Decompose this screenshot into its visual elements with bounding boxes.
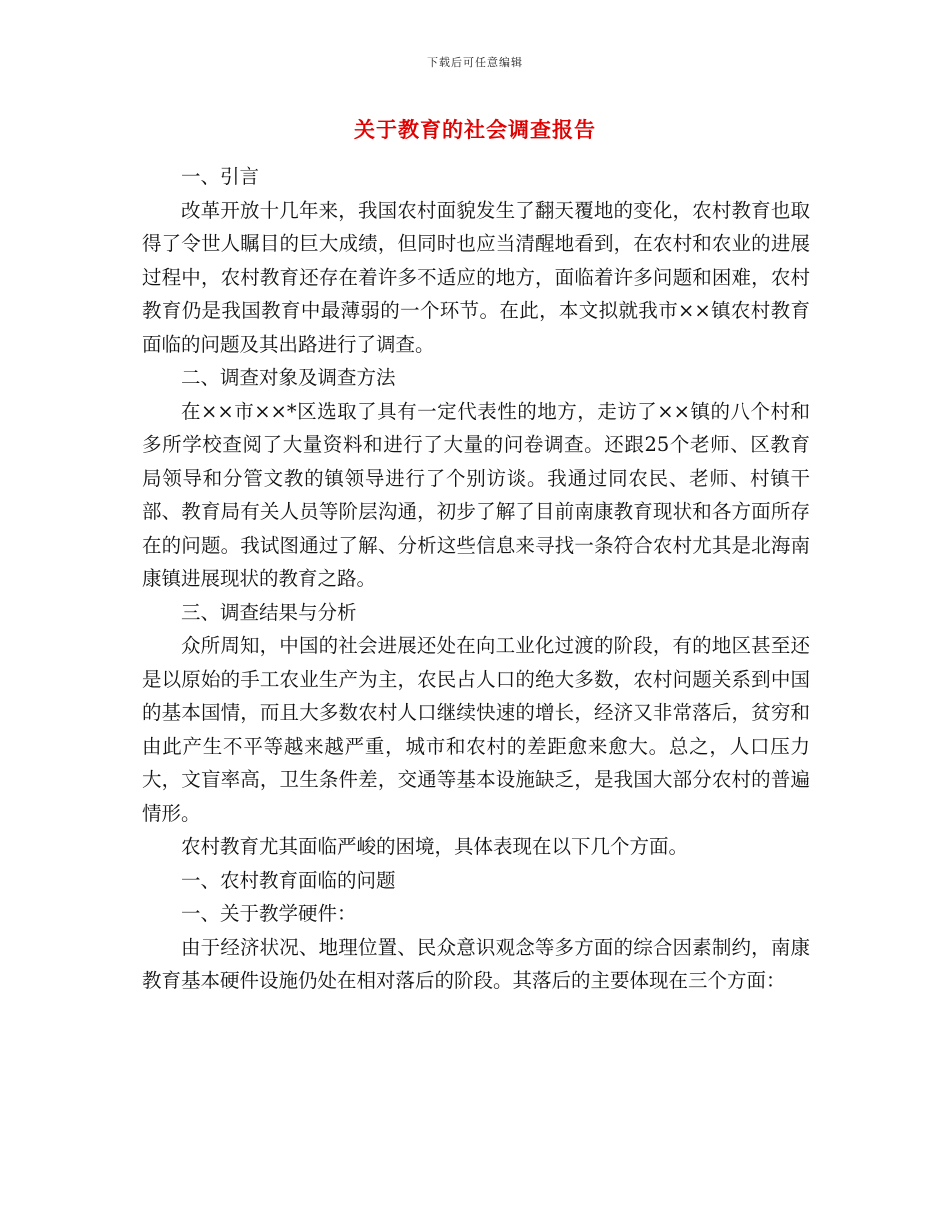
paragraph: 农村教育尤其面临严峻的困境，具体表现在以下几个方面。	[181, 835, 689, 858]
section-heading-results-analysis: 三、调查结果与分析	[181, 600, 357, 624]
document-title: 关于教育的社会调查报告	[354, 118, 596, 142]
section-heading-subjects-methods: 二、调查对象及调查方法	[181, 366, 396, 389]
section-heading-introduction: 一、引言	[181, 165, 260, 188]
subsection-heading-problems: 一、农村教育面临的问题	[181, 868, 396, 892]
paragraph: 在××市××*区选取了具有一定代表性的地方，走访了××镇的八个村和多所学校查阅了大量资料和进行了大量的问卷调查。还跟25个老师、区教育局领导和分管文教的镇领导进行了个别访谈。我通过同农民、老师、村镇干部、教育局有关人员等阶层沟通，初步了解了目前南康教育现状和各方面所存在的问题。我试图通过了解、分析这些信息来寻找一条符合农村尤其是北海南康镇进展现状的教育之路。	[142, 399, 810, 590]
document-body	[142, 160, 810, 998]
header-note: 下载后可任意编辑	[427, 56, 523, 69]
paragraph: 众所周知，中国的社会进展还处在向工业化过渡的阶段，有的地区甚至还是以原始的手工农业生产为主，农民占人口的绝大多数，农村问题关系到中国的基本国情，而且大多数农村人口继续快速的增长，经济又非常落后，贫穷和由此产生不平等越来越严重，城市和农村的差距愈来愈大。总之，人口压力大，文盲率高，卫生条件差，交通等基本设施缺乏，是我国大部分农村的普遍情形。	[142, 634, 810, 825]
paragraph: 改革开放十几年来，我国农村面貌发生了翻天覆地的变化，农村教育也取得了令世人瞩目的巨大成绩，但同时也应当清醒地看到，在农村和农业的进展过程中，农村教育还存在着许多不适应的地方，面临着许多问题和困难，农村教育仍是我国教育中最薄弱的一个环节。在此，本文拟就我市××镇农村教育面临的问题及其出路进行了调查。	[142, 198, 810, 356]
paragraph: 由于经济状况、地理位置、民众意识观念等多方面的综合因素制约，南康教育基本硬件设施仍处在相对落后的阶段。其落后的主要体现在三个方面：	[142, 935, 810, 992]
subsection-heading-hardware: 一、关于教学硬件：	[181, 902, 357, 925]
